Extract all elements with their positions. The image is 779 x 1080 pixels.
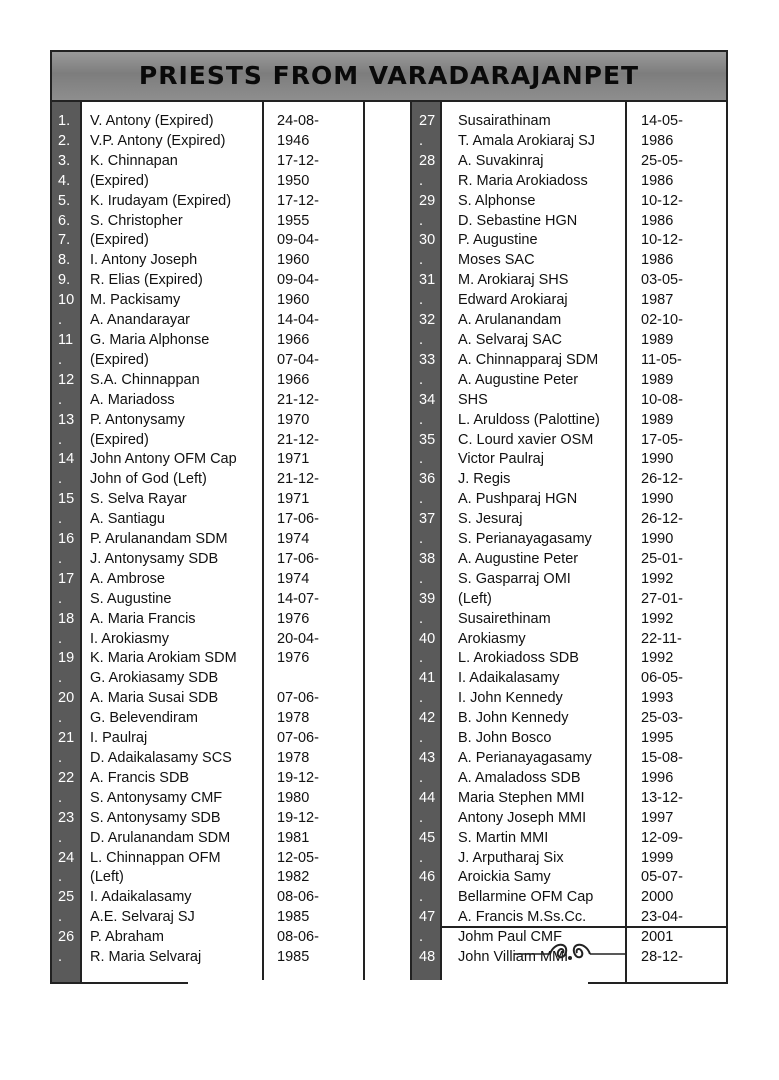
ordination-date: 2000 bbox=[641, 889, 674, 906]
ordination-date: 10-12- bbox=[641, 232, 683, 249]
right-date-list bbox=[641, 112, 683, 968]
ordination-date: 03-05- bbox=[641, 272, 683, 289]
ordination-date: 21-12- bbox=[277, 471, 319, 488]
priest-name: Johm Paul CMF bbox=[458, 929, 562, 946]
ordination-date: 1974 bbox=[277, 570, 310, 587]
row-number: . bbox=[419, 371, 424, 388]
priest-name: (Expired) bbox=[90, 232, 149, 249]
divider bbox=[80, 102, 82, 982]
priest-name: G. Belevendiram bbox=[90, 710, 198, 727]
priest-name: A. Francis M.Ss.Cc. bbox=[458, 909, 587, 926]
ordination-date: 1981 bbox=[277, 829, 310, 846]
row-number: 37 bbox=[419, 511, 436, 528]
ordination-date bbox=[277, 669, 319, 689]
priest-name: R. Maria Arokiadoss bbox=[458, 172, 588, 189]
ordination-date: 1990 bbox=[641, 491, 674, 508]
ordination-date: 1946 bbox=[277, 132, 310, 149]
priest-name: L. Aruldoss (Palottine) bbox=[458, 411, 600, 428]
left-name-list bbox=[90, 112, 237, 968]
priest-name: Susairethinam bbox=[458, 610, 551, 627]
ordination-date: 1992 bbox=[641, 650, 674, 667]
priest-name: L. Arokiadoss SDB bbox=[458, 650, 579, 667]
ordination-date: 1978 bbox=[277, 750, 310, 766]
row-number: 10 bbox=[58, 292, 75, 309]
row-number: 46 bbox=[419, 869, 436, 886]
priest-name: John of God (Left) bbox=[90, 471, 207, 488]
priest-name: A. Anandarayar bbox=[90, 312, 190, 329]
priest-name: R. Maria Selvaraj bbox=[90, 949, 202, 966]
row-number: 15 bbox=[58, 491, 75, 508]
row-number: . bbox=[419, 849, 424, 866]
row-number: 40 bbox=[419, 630, 436, 647]
priest-name: M. Packisamy bbox=[90, 292, 181, 309]
ordination-date: 17-05- bbox=[641, 431, 683, 448]
priest-name: A. Augustine Peter bbox=[458, 550, 579, 567]
ordination-date: 12-09- bbox=[641, 829, 683, 846]
divider bbox=[262, 102, 264, 982]
ordination-date: 10-08- bbox=[641, 391, 683, 408]
ordination-date: 1971 bbox=[277, 451, 310, 468]
row-number: 28 bbox=[419, 152, 436, 169]
bottom-gap bbox=[188, 980, 588, 988]
priest-name: B. John Kennedy bbox=[458, 710, 569, 727]
priest-name: A. Augustine Peter bbox=[458, 371, 579, 388]
priest-name: (Expired) bbox=[90, 351, 149, 368]
priest-name: A. Chinnapparaj SDM bbox=[458, 351, 599, 368]
row-number: 36 bbox=[419, 471, 436, 488]
ordination-date: 12-05- bbox=[277, 849, 319, 866]
row-number: . bbox=[58, 909, 63, 926]
priest-name: Victor Paulraj bbox=[458, 451, 544, 468]
row-number: . bbox=[58, 750, 63, 766]
ordination-date: 1986 bbox=[641, 132, 674, 149]
ordination-date: 08-06- bbox=[277, 889, 319, 906]
ordination-date: 26-12- bbox=[641, 471, 683, 488]
row-number: . bbox=[58, 670, 63, 687]
priest-name: P. Arulanandam SDM bbox=[90, 531, 228, 548]
priest-name: S. Antonysamy CMF bbox=[90, 789, 223, 806]
priest-name: (Expired) bbox=[90, 172, 149, 189]
priest-name: D. Arulanandam SDM bbox=[90, 829, 231, 846]
row-number: 38 bbox=[419, 550, 436, 567]
priest-name: A. Santiagu bbox=[90, 511, 165, 528]
ordination-date: 1985 bbox=[277, 949, 310, 966]
priest-name: I. Adaikalasamy bbox=[458, 670, 560, 687]
row-number: . bbox=[419, 451, 424, 468]
priest-name: D. Adaikalasamy SCS bbox=[90, 750, 232, 766]
priest-name: J. Regis bbox=[458, 471, 511, 488]
row-number: 22 bbox=[58, 769, 75, 786]
ordination-date: 20-04- bbox=[277, 630, 319, 647]
row-number: . bbox=[58, 312, 63, 329]
priest-name: I. John Kennedy bbox=[458, 690, 563, 707]
ordination-date: 17-12- bbox=[277, 192, 319, 209]
row-number: 9. bbox=[58, 272, 71, 289]
row-number: 21 bbox=[58, 730, 75, 747]
priest-name: P. Antonysamy bbox=[90, 411, 185, 428]
divider bbox=[363, 102, 365, 982]
ordination-date: 1990 bbox=[641, 451, 674, 468]
priest-name: C. Lourd xavier OSM bbox=[458, 431, 594, 448]
row-number: 43 bbox=[419, 750, 436, 766]
row-number: 23 bbox=[58, 809, 75, 826]
page-title: PRIESTS FROM VARADARAJANPET bbox=[138, 61, 640, 90]
priest-name: Maria Stephen MMI bbox=[458, 789, 585, 806]
ordination-date: 1995 bbox=[641, 730, 674, 747]
priest-name: G. Arokiasamy SDB bbox=[90, 670, 219, 687]
divider bbox=[625, 102, 627, 982]
row-number: 31 bbox=[419, 272, 436, 289]
row-number: . bbox=[419, 172, 424, 189]
row-number: 26 bbox=[58, 929, 75, 946]
row-number: 27 bbox=[419, 113, 436, 129]
row-number: . bbox=[419, 809, 424, 826]
divider bbox=[410, 102, 412, 982]
ordination-date: 1992 bbox=[641, 610, 674, 627]
priest-name: A. Francis SDB bbox=[90, 769, 190, 786]
ordination-date: 14-04- bbox=[277, 312, 319, 329]
row-number: . bbox=[419, 292, 424, 309]
row-number: . bbox=[58, 391, 63, 408]
ordination-date: 1997 bbox=[641, 809, 674, 826]
row-number: . bbox=[419, 650, 424, 667]
ordination-date: 1990 bbox=[641, 531, 674, 548]
priest-name: Aroickia Samy bbox=[458, 869, 551, 886]
row-number: . bbox=[58, 949, 63, 966]
row-number: . bbox=[419, 531, 424, 548]
row-number: . bbox=[419, 411, 424, 428]
row-number: . bbox=[419, 929, 424, 946]
row-number: 42 bbox=[419, 710, 436, 727]
ordination-date: 13-12- bbox=[641, 789, 683, 806]
priest-name: K. Irudayam (Expired) bbox=[90, 192, 232, 209]
ordination-date: 02-10- bbox=[641, 312, 683, 329]
priest-name: S. Selva Rayar bbox=[90, 491, 187, 508]
row-number: . bbox=[58, 869, 63, 886]
ordination-date: 1960 bbox=[277, 252, 310, 269]
row-number: 12 bbox=[58, 371, 75, 388]
row-number: 19 bbox=[58, 650, 75, 667]
row-number: 29 bbox=[419, 192, 436, 209]
ordination-date: 1986 bbox=[641, 172, 674, 189]
row-number: . bbox=[419, 889, 424, 906]
ordination-date: 1971 bbox=[277, 491, 310, 508]
ordination-date: 08-06- bbox=[277, 929, 319, 946]
row-number: 39 bbox=[419, 590, 436, 607]
ordination-date: 1993 bbox=[641, 690, 674, 707]
row-number: . bbox=[419, 491, 424, 508]
row-number: 33 bbox=[419, 351, 436, 368]
row-number: . bbox=[58, 630, 63, 647]
row-number: 25 bbox=[58, 889, 75, 906]
row-number: 7. bbox=[58, 232, 71, 249]
priest-name: Edward Arokiaraj bbox=[458, 292, 568, 309]
row-number: . bbox=[419, 252, 424, 269]
ordination-date: 1999 bbox=[641, 849, 674, 866]
ordination-date: 26-12- bbox=[641, 511, 683, 528]
priest-name: D. Sebastine HGN bbox=[458, 212, 578, 229]
ordination-date: 05-07- bbox=[641, 869, 683, 886]
priest-name: (Left) bbox=[458, 590, 492, 607]
priest-name: S. Gasparraj OMI bbox=[458, 570, 571, 587]
row-number: . bbox=[58, 789, 63, 806]
priest-name: Moses SAC bbox=[458, 252, 535, 269]
ordination-date: 19-12- bbox=[277, 809, 319, 826]
row-number: . bbox=[58, 710, 63, 727]
row-number: 5. bbox=[58, 192, 71, 209]
ordination-date: 17-06- bbox=[277, 550, 319, 567]
priest-name: V. Antony (Expired) bbox=[90, 113, 214, 129]
row-number: . bbox=[419, 331, 424, 348]
ordination-date: 1989 bbox=[641, 331, 674, 348]
priest-name: S. Alphonse bbox=[458, 192, 536, 209]
ordination-date: 22-11- bbox=[641, 630, 682, 647]
ordination-date: 17-12- bbox=[277, 152, 319, 169]
divider bbox=[440, 102, 442, 982]
ordination-date: 17-06- bbox=[277, 511, 319, 528]
row-number: . bbox=[419, 132, 424, 149]
ordination-date: 1976 bbox=[277, 650, 310, 667]
ordination-date: 1996 bbox=[641, 769, 674, 786]
priest-name: R. Elias (Expired) bbox=[90, 272, 203, 289]
priest-name: (Left) bbox=[90, 869, 124, 886]
priest-name: S. Martin MMI bbox=[458, 829, 549, 846]
row-number: 41 bbox=[419, 670, 436, 687]
priest-name: A. Maria Susai SDB bbox=[90, 690, 219, 707]
priest-name: S. Perianayagasamy bbox=[458, 531, 592, 548]
ordination-date: 1982 bbox=[277, 869, 310, 886]
row-number: . bbox=[58, 471, 63, 488]
row-number: . bbox=[58, 590, 63, 607]
priests-table bbox=[50, 50, 728, 984]
ordination-date: 09-04- bbox=[277, 232, 319, 249]
priest-name: K. Maria Arokiam SDM bbox=[90, 650, 237, 667]
row-number: . bbox=[419, 769, 424, 786]
priest-name: B. John Bosco bbox=[458, 730, 552, 747]
priest-name: S. Antonysamy SDB bbox=[90, 809, 221, 826]
priest-name: John Antony OFM Cap bbox=[90, 451, 237, 468]
ordination-date: 1985 bbox=[277, 909, 310, 926]
row-number: 4. bbox=[58, 172, 71, 189]
priest-name: S. Christopher bbox=[90, 212, 183, 229]
priest-name: A. Perianayagasamy bbox=[458, 750, 592, 766]
priest-name: A. Pushparaj HGN bbox=[458, 491, 578, 508]
priest-name: A. Suvakinraj bbox=[458, 152, 544, 169]
ordination-date: 1992 bbox=[641, 570, 674, 587]
ordination-date: 27-01- bbox=[641, 590, 683, 607]
ordination-date: 25-01- bbox=[641, 550, 683, 567]
priest-name: P. Augustine bbox=[458, 232, 538, 249]
row-number: . bbox=[58, 511, 63, 528]
ordination-date: 14-07- bbox=[277, 590, 319, 607]
ordination-date: 1950 bbox=[277, 172, 310, 189]
scroll-ornament-icon bbox=[510, 932, 630, 972]
ordination-date: 1955 bbox=[277, 212, 310, 229]
priest-name: T. Amala Arokiaraj SJ bbox=[458, 132, 595, 149]
row-number: . bbox=[419, 610, 424, 627]
priest-name: Antony Joseph MMI bbox=[458, 809, 587, 826]
ordination-date: 10-12- bbox=[641, 192, 683, 209]
row-number: . bbox=[58, 351, 63, 368]
ordination-date: 21-12- bbox=[277, 391, 319, 408]
priest-name: J. Antonysamy SDB bbox=[90, 550, 219, 567]
ordination-date: 14-05- bbox=[641, 113, 683, 129]
priest-name: A. Ambrose bbox=[90, 570, 165, 587]
ordination-date: 1966 bbox=[277, 331, 310, 348]
row-number: . bbox=[58, 431, 63, 448]
ordination-date: 06-05- bbox=[641, 670, 683, 687]
row-number: 1. bbox=[58, 113, 71, 129]
row-number: 34 bbox=[419, 391, 436, 408]
ordination-date: 15-08- bbox=[641, 750, 683, 766]
row-number: . bbox=[58, 550, 63, 567]
ordination-date: 25-05- bbox=[641, 152, 683, 169]
ordination-date: 1986 bbox=[641, 212, 674, 229]
ordination-date: 1978 bbox=[277, 710, 310, 727]
row-number: 44 bbox=[419, 789, 436, 806]
priest-name: Arokiasmy bbox=[458, 630, 526, 647]
ordination-date: 2001 bbox=[641, 929, 674, 946]
priest-name: A.E. Selvaraj SJ bbox=[90, 909, 195, 926]
priest-name: A. Maria Francis bbox=[90, 610, 196, 627]
ordination-date: 24-08- bbox=[277, 113, 319, 129]
ordination-date: 1986 bbox=[641, 252, 674, 269]
priest-name: SHS bbox=[458, 391, 488, 408]
ordination-date: 1976 bbox=[277, 610, 310, 627]
row-number: . bbox=[419, 690, 424, 707]
ordination-date: 09-04- bbox=[277, 272, 319, 289]
right-name-list bbox=[458, 112, 600, 968]
ordination-date: 21-12- bbox=[277, 431, 319, 448]
row-number: 14 bbox=[58, 451, 75, 468]
left-number-list bbox=[58, 112, 74, 968]
priest-name: A. Selvaraj SAC bbox=[458, 331, 562, 348]
ordination-date: 1989 bbox=[641, 371, 674, 388]
ordination-date: 07-06- bbox=[277, 730, 319, 747]
row-number: 2. bbox=[58, 132, 71, 149]
ordination-date: 1987 bbox=[641, 292, 674, 309]
row-number: 16 bbox=[58, 531, 75, 548]
row-number: 8. bbox=[58, 252, 71, 269]
priest-name: I. Adaikalasamy bbox=[90, 889, 192, 906]
row-number: . bbox=[58, 829, 63, 846]
priest-name: I. Arokiasmy bbox=[90, 630, 169, 647]
ordination-date: 28-12- bbox=[641, 949, 683, 966]
row-number: 11 bbox=[58, 331, 74, 348]
priest-name: G. Maria Alphonse bbox=[90, 331, 210, 348]
ordination-date: 07-04- bbox=[277, 351, 319, 368]
priest-name: K. Chinnapan bbox=[90, 152, 178, 169]
row-number: 35 bbox=[419, 431, 436, 448]
row-number: 32 bbox=[419, 312, 436, 329]
priest-name: P. Abraham bbox=[90, 929, 164, 946]
priest-name: M. Arokiaraj SHS bbox=[458, 272, 569, 289]
priest-name: S. Jesuraj bbox=[458, 511, 523, 528]
row-number: 17 bbox=[58, 570, 75, 587]
ordination-date: 1960 bbox=[277, 292, 310, 309]
ordination-date: 1970 bbox=[277, 411, 310, 428]
table-rule bbox=[442, 926, 728, 928]
row-number: 24 bbox=[58, 849, 75, 866]
row-number: 6. bbox=[58, 212, 71, 229]
ordination-date: 23-04- bbox=[641, 909, 683, 926]
ordination-date: 07-06- bbox=[277, 690, 319, 707]
row-number: 30 bbox=[419, 232, 436, 249]
priest-name: John Villiam MMI bbox=[458, 949, 569, 966]
row-number: 20 bbox=[58, 690, 75, 707]
right-number-list bbox=[419, 112, 435, 968]
priest-name: J. Arputharaj Six bbox=[458, 849, 564, 866]
row-number: 13 bbox=[58, 411, 75, 428]
row-number: 47 bbox=[419, 909, 436, 926]
ordination-date: 1989 bbox=[641, 411, 674, 428]
table-header bbox=[52, 52, 726, 102]
priest-name: S.A. Chinnappan bbox=[90, 371, 200, 388]
ordination-date: 1974 bbox=[277, 531, 310, 548]
row-number: 18 bbox=[58, 610, 75, 627]
row-number: 48 bbox=[419, 949, 436, 966]
priest-name: A. Arulanandam bbox=[458, 312, 562, 329]
ordination-date: 1966 bbox=[277, 371, 310, 388]
priest-name: L. Chinnappan OFM bbox=[90, 849, 221, 866]
priest-name: (Expired) bbox=[90, 431, 149, 448]
priest-name: Susairathinam bbox=[458, 113, 551, 129]
row-number: . bbox=[419, 730, 424, 747]
row-number: . bbox=[419, 212, 424, 229]
priest-name: A. Mariadoss bbox=[90, 391, 175, 408]
priest-name: A. Amaladoss SDB bbox=[458, 769, 581, 786]
ordination-date: 25-03- bbox=[641, 710, 683, 727]
priest-name: I. Antony Joseph bbox=[90, 252, 198, 269]
priest-name: V.P. Antony (Expired) bbox=[90, 132, 226, 149]
priest-name: I. Paulraj bbox=[90, 730, 148, 747]
priest-name: Bellarmine OFM Cap bbox=[458, 889, 594, 906]
row-number: . bbox=[419, 570, 424, 587]
ordination-date: 19-12- bbox=[277, 769, 319, 786]
left-date-list bbox=[277, 112, 319, 968]
priest-name: S. Augustine bbox=[90, 590, 172, 607]
row-number: 3. bbox=[58, 152, 71, 169]
ordination-date: 1980 bbox=[277, 789, 310, 806]
ordination-date: 11-05- bbox=[641, 351, 682, 368]
row-number: 45 bbox=[419, 829, 436, 846]
